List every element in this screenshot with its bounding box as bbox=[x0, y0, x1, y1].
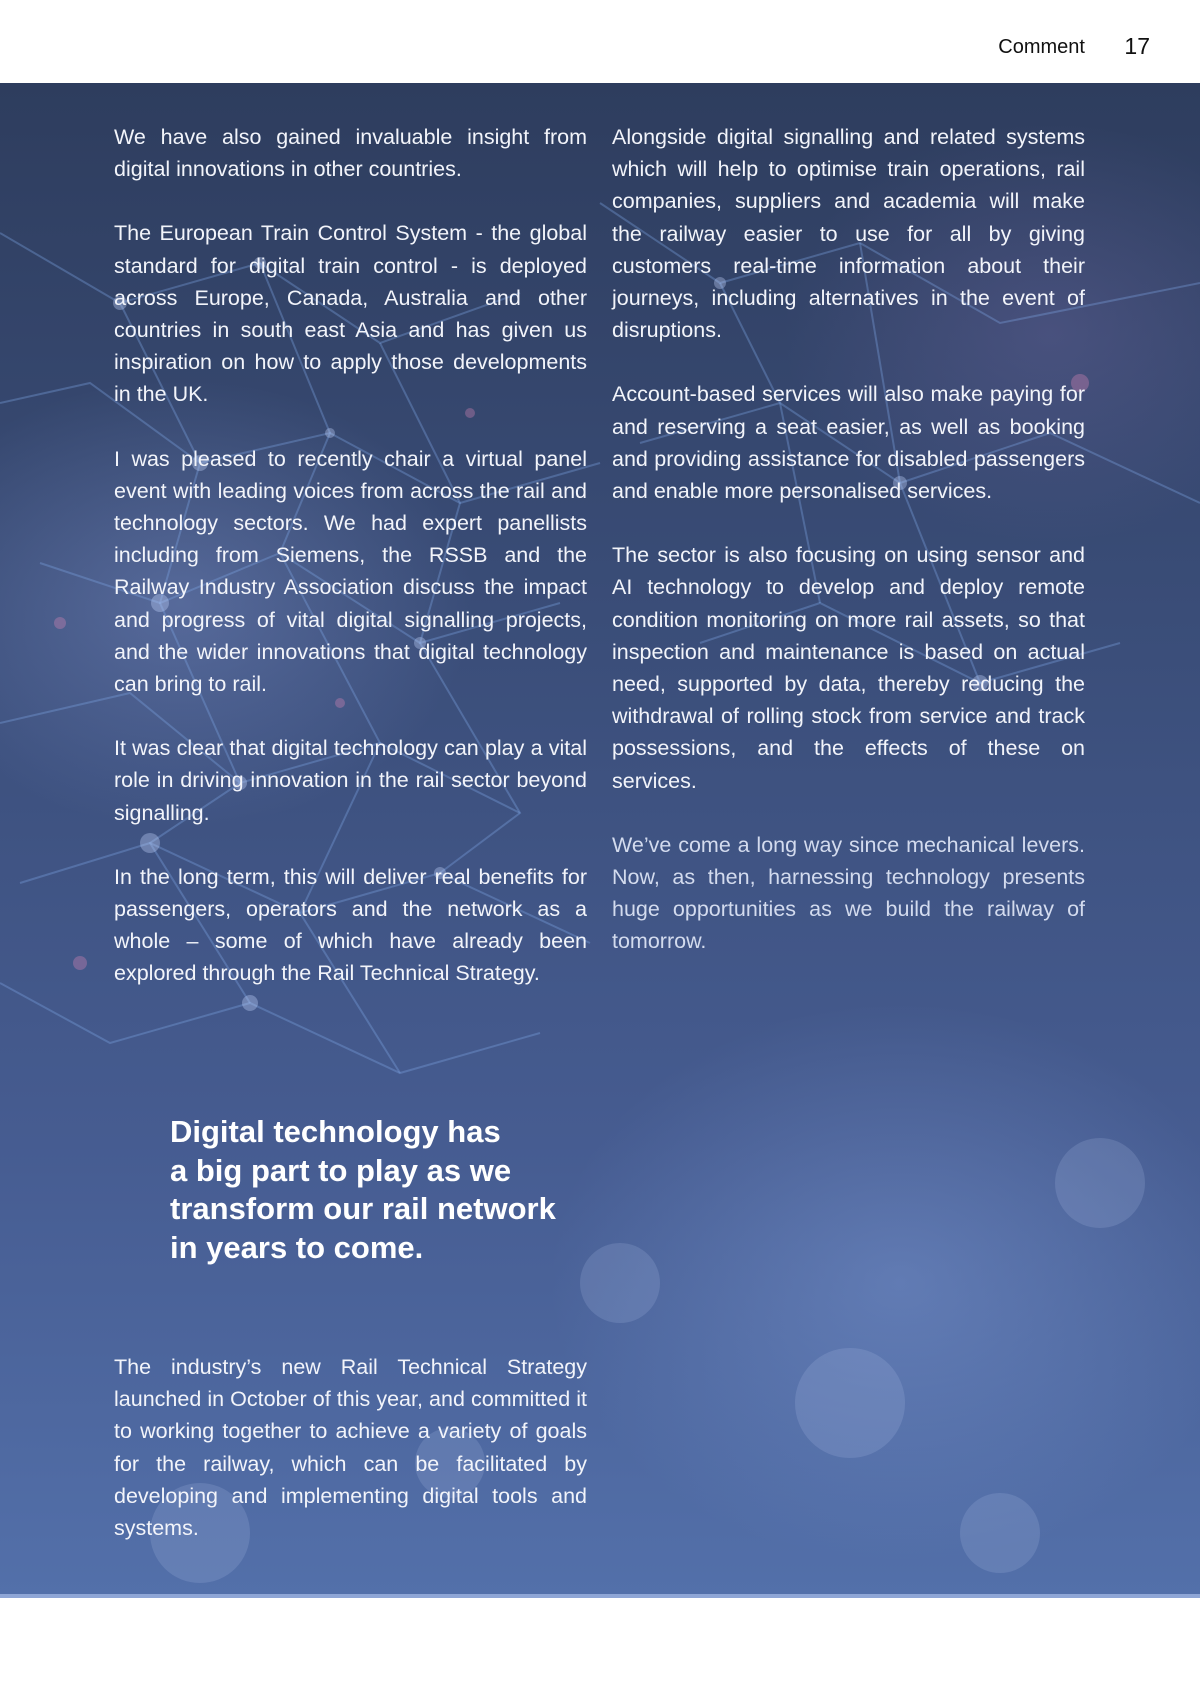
left-column bbox=[114, 121, 587, 1022]
right-paragraph-4: We’ve come a long way since mechanical levers. Now, as then, harnessing technology presents huge opportunities as we build the railway of tomorrow. bbox=[612, 832, 1085, 954]
pull-quote-line: a big part to play as we bbox=[170, 1152, 512, 1188]
pull-quote-line: transform our rail network bbox=[170, 1191, 556, 1227]
page-header bbox=[0, 0, 1200, 83]
right-paragraph-1: Alongside digital signalling and related systems which will help to optimise train operations, rail companies, suppliers and academia will make the railway easier to use for all by giving customers real-time information about their journeys, including alternatives in the event of disruptions. bbox=[612, 125, 1085, 343]
left-paragraph-4: It was clear that digital technology can play a vital role in driving innovation in the rail sector beyond signalling. bbox=[114, 736, 587, 825]
bottom-left-column bbox=[114, 1351, 587, 1576]
right-paragraph-3: The sector is also focusing on using sensor and AI technology to develop and deploy remote condition monitoring on more rail assets, so that inspection and maintenance is based on actual need, supported by data, thereby reducing the withdrawal of rolling stock from service and track possessions, and the effects of these on services. bbox=[612, 543, 1085, 793]
right-paragraph-2: Account-based services will also make paying for and reserving a seat easier, as well as booking and providing assistance for disabled passengers and enable more personalised services. bbox=[612, 382, 1085, 504]
left-paragraph-3: I was pleased to recently chair a virtual panel event with leading voices from across the rail and technology sectors. We had expert panellists including from Siemens, the RSSB and the Railway Industry Association discuss the impact and progress of vital digital signalling projects, and the wider innovations that digital technology can bring to rail. bbox=[114, 446, 587, 697]
left-paragraph-1: We have also gained invaluable insight from digital innovations in other countries. bbox=[114, 125, 587, 182]
bottom-left-paragraph: The industry’s new Rail Technical Strategy launched in October of this year, and committed it to working together to achieve a variety of goals for the railway, which can be facilitated by developing and implementing digital tools and systems. bbox=[114, 1355, 587, 1541]
page-number: 17 bbox=[1124, 33, 1150, 59]
pull-quote-line: Digital technology has bbox=[170, 1114, 501, 1149]
left-paragraph-5: In the long term, this will deliver real benefits for passengers, operators and the network as a whole – some of which have already been explored through the Rail Technical Strategy. bbox=[114, 864, 587, 986]
pull-quote-line: in years to come. bbox=[170, 1229, 424, 1265]
left-paragraph-2: The European Train Control System - the global standard for digital train control - is deployed across Europe, Canada, Australia and other countries in south east Asia and has given us inspiration on how to apply those developments in the UK. bbox=[114, 221, 587, 407]
right-column bbox=[612, 121, 1085, 990]
article-panel bbox=[0, 83, 1200, 1598]
panel-bottom-rule bbox=[0, 1594, 1200, 1598]
pull-quote bbox=[170, 1113, 590, 1267]
section-label: Comment bbox=[998, 36, 1085, 58]
